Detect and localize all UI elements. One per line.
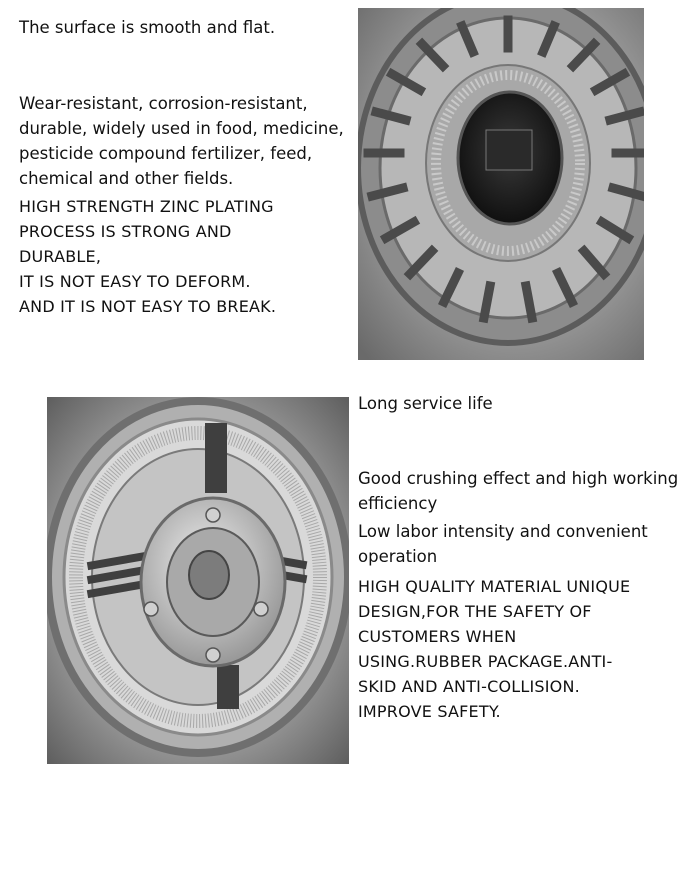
crusher-chamber-image	[47, 397, 349, 764]
usage-description: Wear-resistant, corrosion-resistant, durable, widely used in food, medicine, pesticide compound fertilizer, feed, chemical and other fields.	[19, 94, 344, 188]
crusher-chamber-photo	[47, 397, 349, 764]
crusher-ring-image	[358, 8, 644, 360]
labor-intensity-text: Low labor intensity and convenient operation	[358, 522, 648, 566]
crushing-effect-text: Good crushing effect and high working efficiency	[358, 469, 679, 513]
material-design-text: HIGH QUALITY MATERIAL UNIQUE DESIGN,FOR THE SAFETY OF CUSTOMERS WHEN USING.RUBBER PACKAGE.ANTI- SKID AND ANTI-COLLISION. IMPROVE SAFETY.	[358, 577, 631, 721]
service-life-heading: Long service life	[358, 394, 493, 413]
surface-heading: The surface is smooth and flat.	[19, 18, 276, 37]
zinc-plating-text: HIGH STRENGTH ZINC PLATING PROCESS IS STRONG AND DURABLE, IT IS NOT EASY TO DEFORM. AND IT IS NOT EASY TO BREAK.	[19, 197, 277, 316]
crusher-ring-photo	[358, 8, 644, 360]
